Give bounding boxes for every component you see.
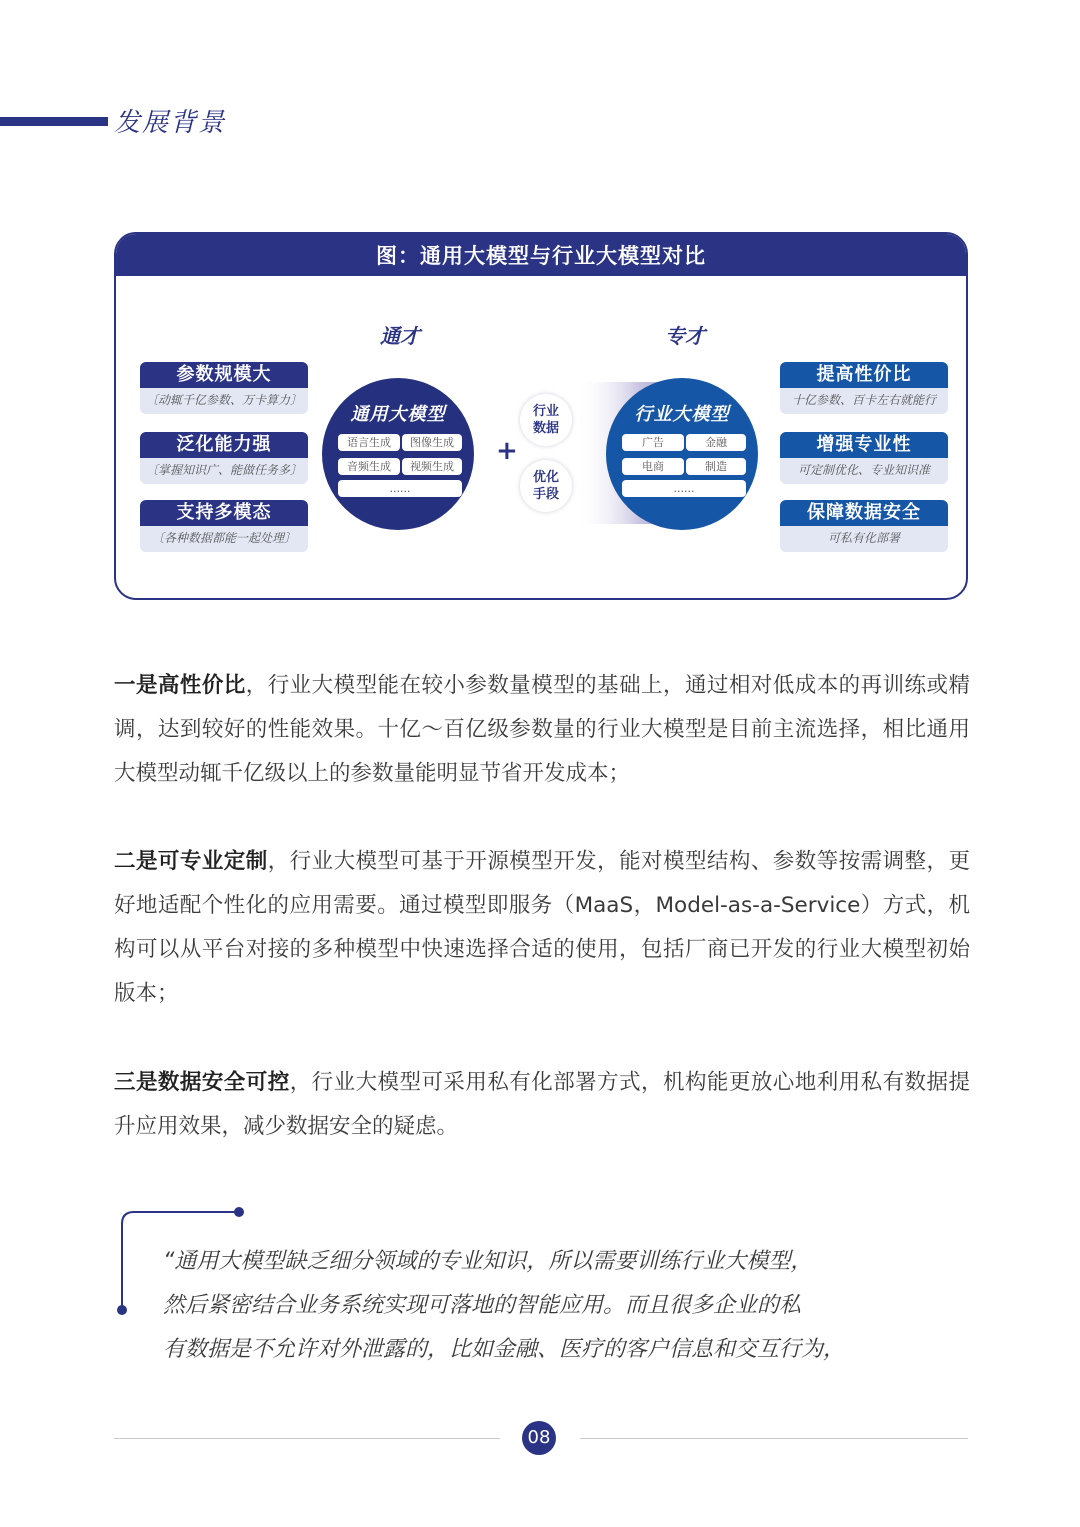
general-model-title: 通用大模型: [350, 404, 446, 425]
feature-card-professional: [780, 432, 948, 484]
feature-card-large-params: [140, 362, 308, 414]
generalist-label: 通才: [380, 324, 420, 348]
page-number: 08: [522, 1421, 556, 1455]
feature-title: 支持多模态: [140, 500, 308, 526]
feature-card-multimodal: [140, 500, 308, 552]
paragraph-lead: 二是可专业定制: [114, 849, 268, 874]
industry-pill: 广告: [622, 434, 684, 451]
industry-pill-more: ......: [622, 480, 746, 497]
capability-pill: 图像生成: [402, 434, 462, 451]
paragraph-text: ，行业大模型可基于开源模型开发，能对模型结构、参数等按需调整，更好地适配个性化的应用需要。通过模型即服务（MaaS，Model-as-a-Service）方式，机构可以从平台对接的多种模型中快速选择合适的使用，包括厂商已开发的行业大模型初始版本；: [114, 849, 970, 1006]
feature-desc: 可私有化部署: [827, 531, 900, 545]
industry-model-title: 行业大模型: [634, 404, 730, 425]
capability-pill-more: ......: [338, 480, 462, 497]
feature-desc: 十亿参数、百卡左右就能行: [791, 393, 936, 407]
feature-title: 增强专业性: [780, 432, 948, 458]
industry-data-badge: 行业 数据: [520, 394, 572, 446]
footer-divider-left: [114, 1438, 500, 1439]
figure-title: 图：通用大模型与行业大模型对比: [116, 234, 966, 276]
feature-desc: 〔动辄千亿参数、万卡算力〕: [145, 393, 302, 407]
specialist-label: 专才: [665, 324, 705, 348]
paragraph-lead: 一是高性价比: [114, 673, 246, 698]
plus-icon: +: [496, 436, 518, 466]
paragraph-data-security: [114, 1061, 970, 1149]
quote-line: 然后紧密结合业务系统实现可落地的智能应用。而且很多企业的私: [163, 1293, 802, 1318]
quote-block: [163, 1240, 943, 1372]
industry-pill: 电商: [622, 458, 684, 475]
feature-card-generalization: [140, 432, 308, 484]
paragraph-text: ，行业大模型能在较小参数量模型的基础上，通过相对低成本的再训练或精调，达到较好的性能效果。十亿～百亿级参数量的行业大模型是目前主流选择，相比通用大模型动辄千亿级以上的参数量能明显节省开发成本；: [114, 673, 970, 786]
capability-pill: 语言生成: [338, 434, 400, 451]
feature-card-cost-effective: [780, 362, 948, 414]
paragraph-text: ，行业大模型可采用私有化部署方式，机构能更放心地利用私有数据提升应用效果，减少数据安全的疑虑。: [114, 1070, 970, 1139]
paragraph-cost-effective: [114, 664, 970, 796]
section-title: 发展背景: [114, 108, 227, 138]
feature-title: 参数规模大: [140, 362, 308, 388]
paragraph-customizable: [114, 840, 970, 1016]
industry-model-circle: [606, 378, 758, 530]
general-model-circle: [322, 378, 474, 530]
industry-pill: 金融: [686, 434, 746, 451]
feature-desc: 〔各种数据都能一起处理〕: [151, 531, 296, 545]
optimization-badge: 优化 手段: [520, 460, 572, 512]
quote-line: “通用大模型缺乏细分领域的专业知识，所以需要训练行业大模型，: [163, 1249, 813, 1274]
quote-line: 有数据是不允许对外泄露的，比如金融、医疗的客户信息和交互行为，: [163, 1337, 846, 1362]
industry-pill: 制造: [686, 458, 746, 475]
feature-desc: 〔掌握知识广、能做任务多〕: [145, 463, 302, 477]
feature-desc: 可定制优化、专业知识准: [797, 463, 930, 477]
feature-card-data-security: [780, 500, 948, 552]
capability-pill: 音频生成: [338, 458, 400, 475]
feature-title: 保障数据安全: [780, 500, 948, 526]
section-accent-bar: [0, 117, 108, 126]
paragraph-lead: 三是数据安全可控: [114, 1070, 290, 1095]
capability-pill: 视频生成: [402, 458, 462, 475]
feature-title: 泛化能力强: [140, 432, 308, 458]
feature-title: 提高性价比: [780, 362, 948, 388]
comparison-figure: [114, 232, 968, 600]
footer-divider-right: [580, 1438, 968, 1439]
